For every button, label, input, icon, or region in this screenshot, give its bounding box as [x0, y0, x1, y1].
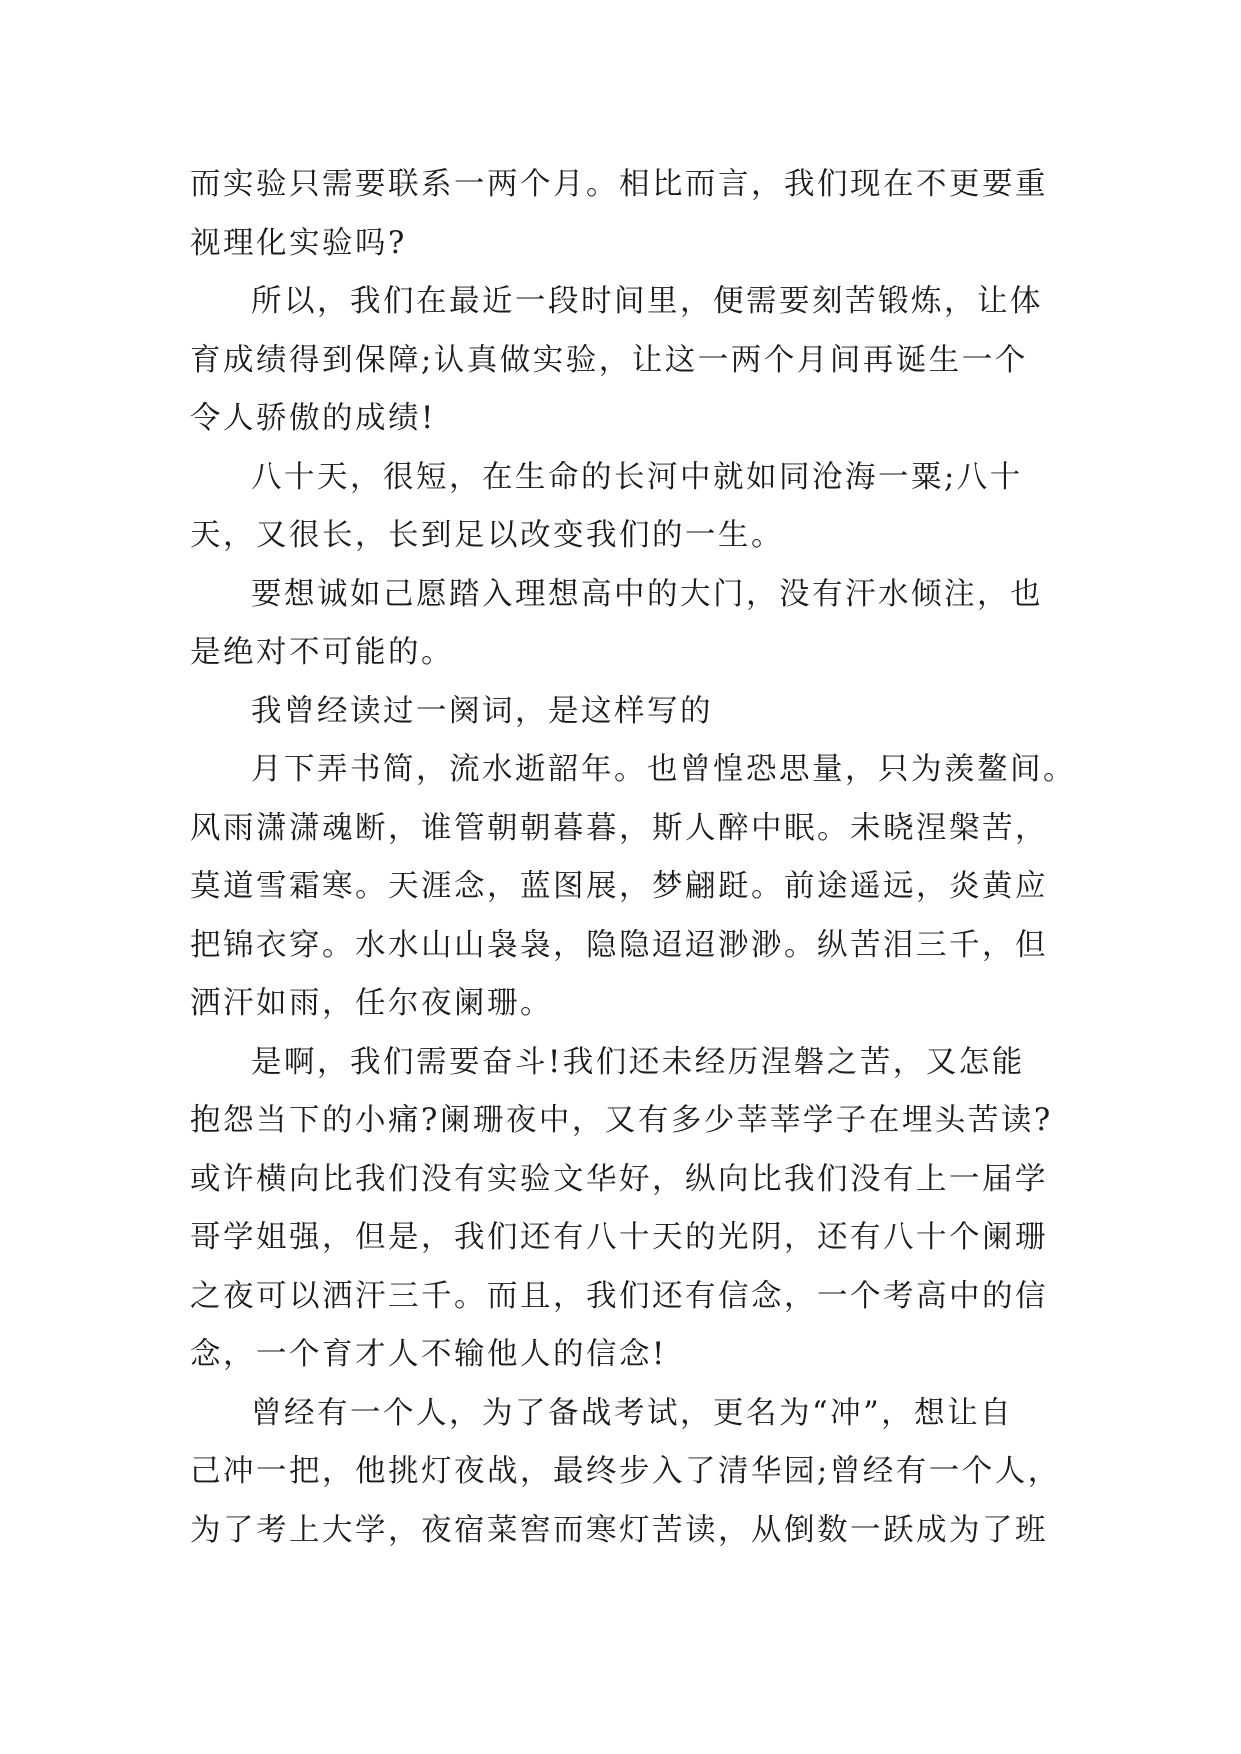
- text-line: 育成绩得到保障;认真做实验，让这一两个月间再诞生一个: [190, 342, 1028, 378]
- text-line: 之夜可以洒汗三千。而且，我们还有信念，一个考高中的信: [190, 1278, 1048, 1314]
- text-line: 洒汗如雨，任尔夜阑珊。: [190, 986, 553, 1021]
- text-line: 月下弄书简，流水逝韶年。也曾惶恐思量，只为羡鳌间。: [251, 752, 1076, 787]
- text-line: 哥学姐强，但是，我们还有八十天的光阴，还有八十个阑珊: [190, 1220, 1048, 1255]
- text-line: 念，一个育才人不输他人的信念!: [190, 1337, 667, 1372]
- paragraph-2: [190, 273, 1055, 449]
- text-line: 令人骄傲的成绩!: [190, 401, 436, 436]
- text-line: 我曾经读过一阕词，是这样写的: [251, 693, 713, 729]
- text-line: 天，又很长，长到足以改变我们的一生。: [190, 518, 784, 553]
- text-line: 八十天，很短，在生命的长河中就如同沧海一粟;八十: [251, 459, 1023, 495]
- text-line: 或许横向比我们没有实验文华好，纵向比我们没有上一届学: [190, 1161, 1048, 1197]
- paragraph-1: [190, 156, 1055, 273]
- text-line: 莫道雪霜寒。天涯念，蓝图展，梦翩跹。前途遥远，炎黄应: [190, 869, 1048, 904]
- paragraph-3: [190, 449, 1055, 566]
- text-line: 曾经有一个人，为了备战考试，更名为“冲”，想让自: [251, 1395, 1014, 1431]
- paragraph-5: [190, 683, 1055, 742]
- text-line: 抱怨当下的小痛?阑珊夜中，又有多少莘莘学子在埋头苦读?: [190, 1103, 1053, 1138]
- document-body: [190, 156, 1076, 1560]
- text-line: 为了考上大学，夜宿菜窖而寒灯苦读，从倒数一跃成为了班: [190, 1512, 1048, 1548]
- text-line: 是啊，我们需要奋斗!我们还未经历涅磐之苦，又怎能: [251, 1044, 1025, 1080]
- text-line: 己冲一把，他挑灯夜战，最终步入了清华园;曾经有一个人，: [190, 1454, 1061, 1489]
- paragraph-6-poem: [190, 741, 1076, 1034]
- text-line: 把锦衣穿。水水山山袅袅，隐隐迢迢渺渺。纵苦泪三千，但: [190, 927, 1048, 963]
- text-line: 风雨潇潇魂断，谁管朝朝暮暮，斯人醉中眠。未晓涅槃苦，: [190, 810, 1048, 846]
- text-line: 要想诚如己愿踏入理想高中的大门，没有汗水倾注，也: [251, 576, 1043, 612]
- text-line: 是绝对不可能的。: [190, 635, 454, 670]
- paragraph-8: [190, 1385, 1061, 1561]
- text-line: 而实验只需要联系一两个月。相比而言，我们现在不更要重: [190, 167, 1048, 202]
- text-line: 视理化实验吗?: [190, 225, 407, 261]
- paragraph-4: [190, 566, 1055, 683]
- text-line: 所以，我们在最近一段时间里，便需要刻苦锻炼，让体: [251, 284, 1043, 319]
- paragraph-7: [190, 1034, 1055, 1385]
